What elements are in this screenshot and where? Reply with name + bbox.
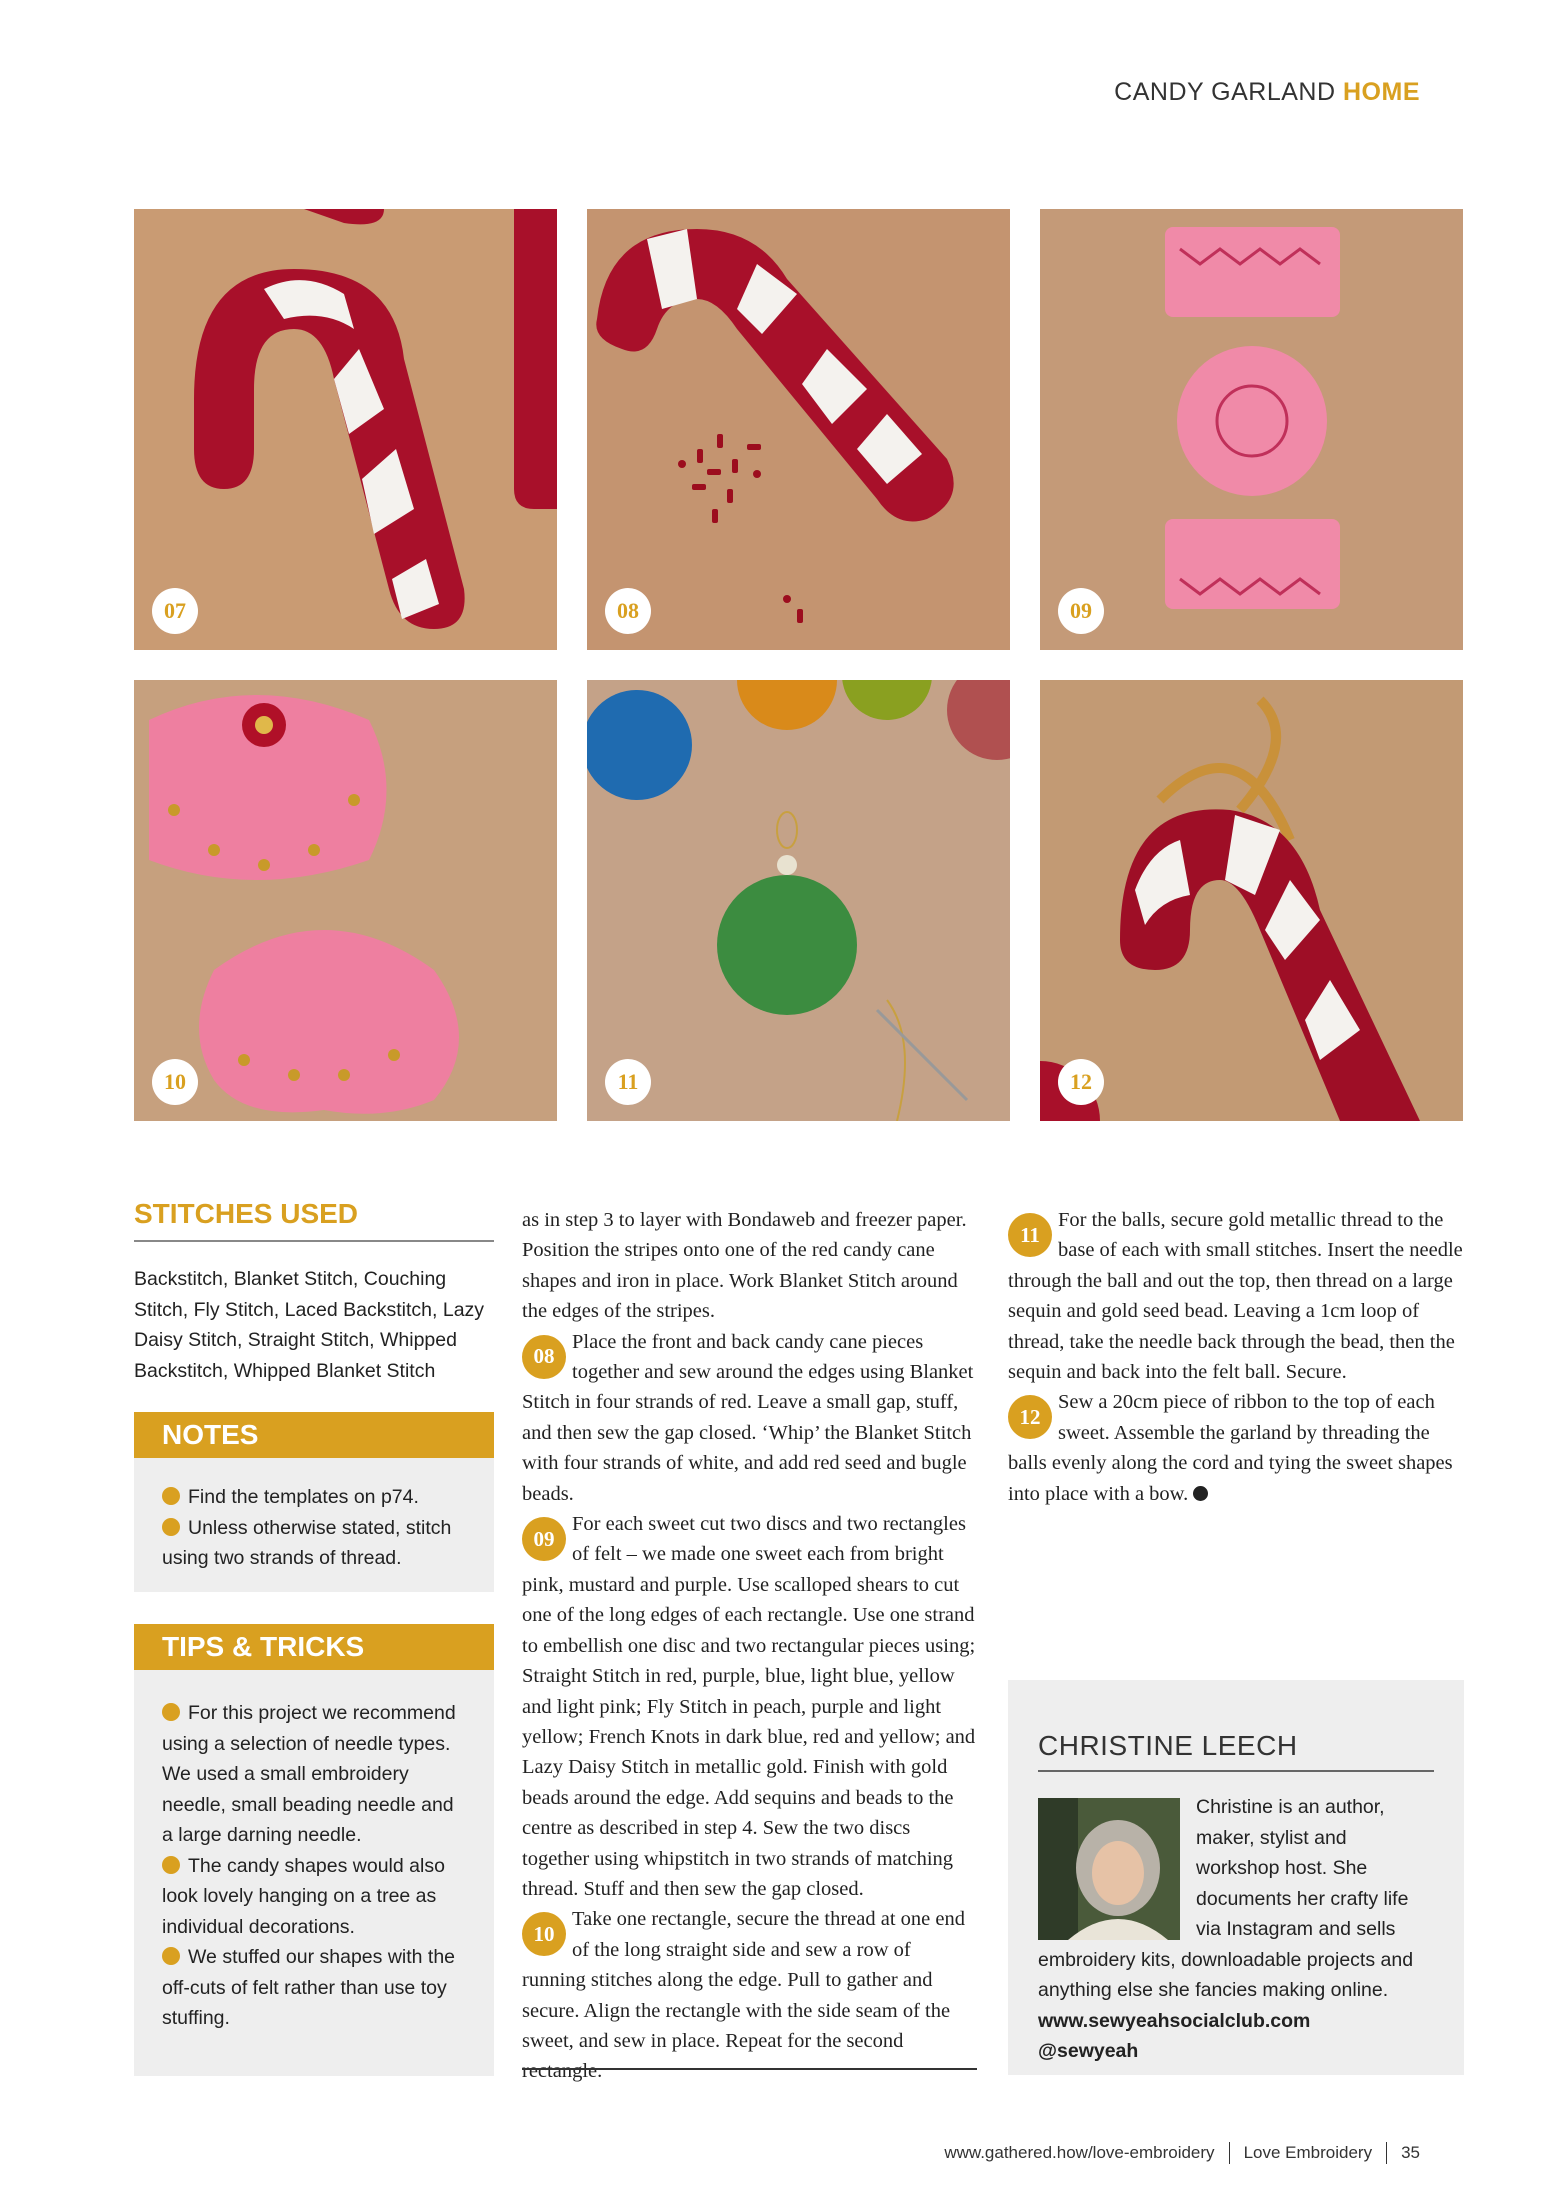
step-number-badge: 10 [522, 1912, 566, 1956]
stitches-used-section [134, 1198, 494, 1386]
author-website-link[interactable]: www.sewyeahsocialclub.com [1038, 2009, 1311, 2032]
divider [1229, 2142, 1230, 2164]
bullet-icon [162, 1947, 180, 1965]
step-number-badge: 11 [605, 1059, 651, 1105]
step-number-badge: 12 [1008, 1395, 1052, 1439]
footer-magazine: Love Embroidery [1243, 2143, 1373, 2162]
divider [1038, 1770, 1434, 1772]
author-name: CHRISTINE LEECH [1038, 1730, 1298, 1761]
notes-box [134, 1412, 494, 1592]
notes-title: NOTES [134, 1412, 494, 1458]
footer-url[interactable]: www.gathered.how/love-embroidery [944, 2143, 1215, 2162]
author-handle[interactable]: @sewyeah [1038, 2040, 1139, 2062]
step-12: 12 Sew a 20cm piece of ribbon to the top of each sweet. Assemble the garland by threading the balls evenly along the cord and tying the sweet shapes into place with a bow. [1008, 1391, 1453, 1505]
step-number-badge: 10 [152, 1059, 198, 1105]
pink-sweet-illustration [134, 680, 557, 1121]
step-number-badge: 08 [605, 588, 651, 634]
step-intro-text: as in step 3 to layer with Bondaweb and freezer paper. Position the stripes onto one of the red candy cane shapes and iron in place. Work Blanket Stitch around the edges of the stripes. [522, 1209, 967, 1323]
bullet-icon [162, 1703, 180, 1721]
divider [1386, 2142, 1387, 2164]
step-photo-07 [134, 209, 557, 650]
step-09: 09 For each sweet cut two discs and two rectangles of felt – we made one sweet each from bright pink, mustard and purple. Use scalloped shears to cut one of the long edges of each rectangle. Use one strand to embellish one disc and two rectangular pieces using; Straight Stitch in red, purple, blue, light blue, yellow and light pink; Fly Stitch in peach, purple and light yellow; French Knots in dark blue, red and yellow; and Lazy Daisy Stitch in metallic gold. Finish with gold beads around the edge. Add sequins and beads to the centre as described in step 4. Sew the two discs together using whipstitch in two strands of matching thread. Stuff and then sew the gap closed. [522, 1513, 976, 1900]
stitches-list: Backstitch, Blanket Stitch, Couching Stitch, Fly Stitch, Laced Backstitch, Lazy Daisy Stitch, Straight Stitch, Whipped Backstitch, Whipped Blanket Stitch [134, 1268, 485, 1382]
step-number-badge: 09 [1058, 588, 1104, 634]
stitches-used-title: STITCHES USED [134, 1198, 359, 1229]
felt-balls-illustration [587, 680, 1010, 1121]
page-footer [944, 2142, 1420, 2164]
step-11: 11 For the balls, secure gold metallic thread to the base of each with small stitches. Insert the needle through the ball and out the top, then thread on a large sequin and gold seed bead. Leaving a 1cm loop of thread, take the needle back through the bead, then the sequin and back into the felt ball. Secure. [1008, 1209, 1463, 1384]
tips-box [134, 1624, 494, 2076]
step-08: 08 Place the front and back candy cane pieces together and sew around the edges using Blanket Stitch in four strands of red. Leave a small gap, stuff, and then sew the gap closed. ‘Whip’ the Blanket Stitch with four strands of white, and add red seed and bugle beads. [522, 1330, 974, 1505]
beaded-cane-bow-illustration [1040, 680, 1463, 1121]
running-header [1114, 78, 1420, 107]
pink-felt-pieces-illustration [1040, 209, 1463, 650]
tips-title: TIPS & TRICKS [134, 1624, 494, 1670]
step-number-badge: 11 [1008, 1213, 1052, 1257]
column-end-rule [522, 2068, 977, 2070]
candy-cane-illustration [134, 209, 557, 650]
divider [134, 1240, 494, 1242]
tip-item: The candy shapes would also look lovely hanging on a tree as individual decorations. [162, 1854, 445, 1938]
note-item: Unless otherwise stated, stitch using two strands of thread. [162, 1516, 452, 1569]
instructions-column-1 [522, 1205, 977, 2087]
step-number-badge: 07 [152, 588, 198, 634]
author-box [1008, 1680, 1464, 2075]
bullet-icon [162, 1518, 180, 1536]
step-photo-10 [134, 680, 557, 1121]
step-number-badge: 09 [522, 1517, 566, 1561]
step-10: 10 Take one rectangle, secure the thread at one end of the long straight side and sew a row of running stitches along the edge. Pull to gather and secure. Align the rectangle with the side seam of the sweet, and sew in place. Repeat for the second rectangle. [522, 1908, 965, 2083]
author-portrait [1038, 1798, 1180, 1940]
step-photo-08 [587, 209, 1010, 650]
author-bio: Christine is an author, maker, stylist and workshop host. She documents her crafty life via Instagram and sells embroidery kits, downloadable projects and anything else she fancies making online. [1038, 1796, 1414, 2001]
step-number-badge: 08 [522, 1335, 566, 1379]
page-number: 35 [1401, 2143, 1420, 2162]
header-category: HOME [1343, 78, 1420, 106]
step-photo-09 [1040, 209, 1463, 650]
instructions-column-2 [1008, 1205, 1464, 1509]
bullet-icon [162, 1487, 180, 1505]
step-photo-12 [1040, 680, 1463, 1121]
bullet-icon [162, 1856, 180, 1874]
step-photo-11 [587, 680, 1010, 1121]
tip-item: We stuffed our shapes with the off-cuts of felt rather than use toy stuffing. [162, 1946, 456, 2029]
note-item: Find the templates on p74. [162, 1482, 466, 1513]
tip-item: For this project we recommend using a selection of needle types. We used a small embroidery needle, small beading needle and a large darning needle. [162, 1702, 456, 1846]
beaded-candy-cane-illustration [587, 209, 1010, 650]
header-section: CANDY GARLAND [1114, 78, 1336, 106]
end-mark-icon [1193, 1486, 1208, 1501]
step-number-badge: 12 [1058, 1059, 1104, 1105]
